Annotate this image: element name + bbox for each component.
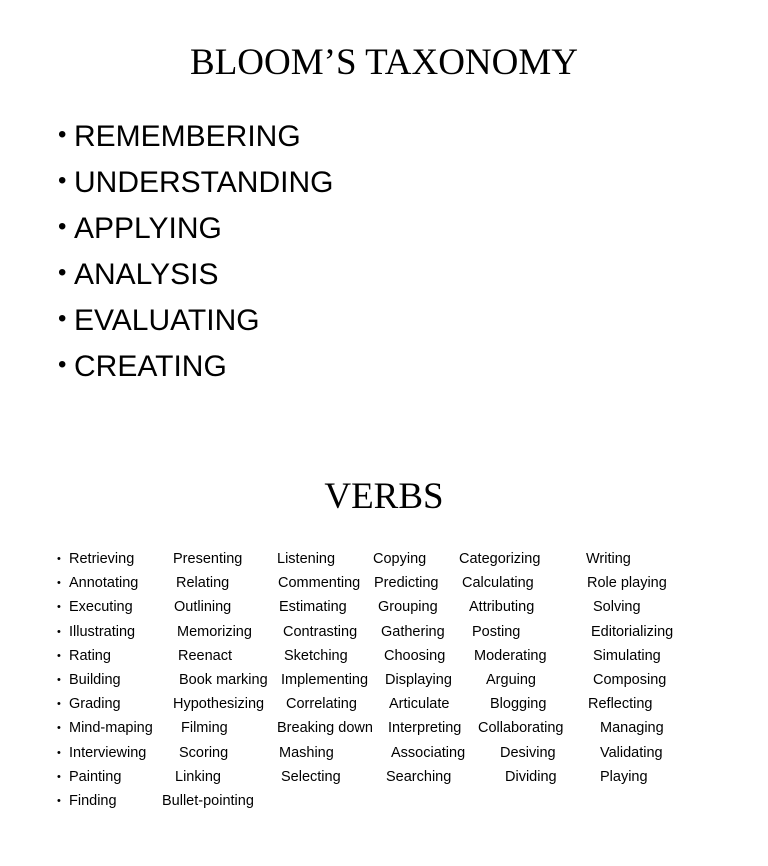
verb-row bbox=[0, 596, 768, 620]
bullet-icon: • bbox=[57, 746, 61, 759]
verb-cell: Collaborating bbox=[478, 720, 564, 737]
verb-cell: Scoring bbox=[179, 744, 229, 761]
bullet-icon: • bbox=[57, 673, 61, 686]
verb-cell: Dividing bbox=[505, 768, 557, 785]
verb-cell: Presenting bbox=[173, 551, 243, 567]
bullet-icon: • bbox=[58, 167, 67, 194]
verb-cell: Illustrating bbox=[69, 623, 136, 640]
verb-cell: Associating bbox=[391, 744, 466, 761]
verb-cell: Annotating bbox=[69, 575, 139, 592]
verb-cell: Selecting bbox=[281, 768, 341, 785]
verb-cell: Copying bbox=[373, 551, 427, 567]
verb-cell: Mind-maping bbox=[69, 720, 153, 737]
verb-cell: Outlining bbox=[174, 599, 232, 616]
verb-cell: Validating bbox=[600, 744, 663, 761]
verb-cell: Predicting bbox=[374, 575, 439, 592]
verb-cell: Grouping bbox=[378, 599, 438, 616]
bullet-icon: • bbox=[58, 121, 67, 148]
verb-cell: Attributing bbox=[469, 599, 535, 616]
taxonomy-item-label: REMEMBERING bbox=[74, 120, 301, 153]
bullet-icon: • bbox=[57, 553, 61, 565]
verb-row bbox=[0, 621, 768, 645]
verb-cell: Composing bbox=[593, 671, 667, 688]
verb-cell: Bullet-pointing bbox=[162, 792, 254, 809]
taxonomy-item-label: APPLYING bbox=[74, 212, 222, 245]
verb-cell: Correlating bbox=[286, 696, 357, 713]
verb-cell: Simulating bbox=[593, 647, 661, 664]
verb-cell: Linking bbox=[175, 768, 221, 785]
verb-cell: Interpreting bbox=[388, 720, 462, 737]
verb-cell: Blogging bbox=[490, 696, 547, 713]
bullet-icon: • bbox=[57, 794, 61, 807]
verb-cell: Listening bbox=[277, 551, 336, 567]
taxonomy-item-label: CREATING bbox=[74, 350, 227, 383]
verb-cell: Editorializing bbox=[591, 623, 674, 640]
verb-cell: Hypothesizing bbox=[173, 696, 265, 713]
verbs-table bbox=[0, 548, 768, 814]
verb-cell: Reflecting bbox=[588, 696, 653, 713]
verb-cell: Memorizing bbox=[177, 623, 252, 640]
verb-row bbox=[0, 645, 768, 669]
verb-row bbox=[0, 790, 768, 814]
verb-cell: Book marking bbox=[179, 671, 268, 688]
verb-cell: Managing bbox=[600, 720, 664, 737]
bullet-icon: • bbox=[57, 577, 61, 590]
verb-cell: Executing bbox=[69, 599, 133, 616]
verb-cell: Calculating bbox=[462, 575, 534, 592]
taxonomy-item bbox=[58, 254, 333, 300]
verb-cell: Estimating bbox=[279, 599, 347, 616]
taxonomy-item-label: UNDERSTANDING bbox=[74, 166, 334, 199]
bullet-icon: • bbox=[57, 770, 61, 783]
verb-row bbox=[0, 717, 768, 741]
verb-cell: Relating bbox=[176, 575, 230, 592]
verb-cell: Rating bbox=[69, 647, 111, 664]
verb-cell: Writing bbox=[586, 551, 631, 567]
verb-cell: Gathering bbox=[381, 623, 445, 640]
page-title: BLOOM’S TAXONOMY bbox=[190, 42, 578, 83]
verb-cell: Breaking down bbox=[277, 720, 373, 737]
verb-cell: Arguing bbox=[486, 671, 536, 688]
taxonomy-list bbox=[58, 116, 333, 392]
verb-cell: Implementing bbox=[281, 671, 369, 688]
bullet-icon: • bbox=[58, 351, 67, 378]
verb-cell: Categorizing bbox=[459, 551, 541, 567]
verb-row bbox=[0, 693, 768, 717]
taxonomy-item bbox=[58, 116, 333, 162]
taxonomy-item bbox=[58, 162, 333, 208]
bullet-icon: • bbox=[57, 625, 61, 638]
verb-row bbox=[0, 548, 768, 572]
verb-cell: Playing bbox=[600, 768, 648, 785]
bullet-icon: • bbox=[58, 305, 67, 332]
verb-cell: Filming bbox=[181, 720, 228, 737]
verb-cell: Interviewing bbox=[69, 744, 147, 761]
bullet-icon: • bbox=[57, 601, 61, 614]
taxonomy-item bbox=[58, 208, 333, 254]
verb-cell: Grading bbox=[69, 696, 121, 713]
verb-row bbox=[0, 766, 768, 790]
verb-cell: Displaying bbox=[385, 671, 452, 688]
verb-cell: Painting bbox=[69, 768, 122, 785]
taxonomy-item bbox=[58, 300, 333, 346]
verb-cell: Reenact bbox=[178, 647, 233, 664]
verb-cell: Commenting bbox=[278, 575, 361, 592]
verb-cell: Solving bbox=[593, 599, 641, 616]
verb-cell: Contrasting bbox=[283, 623, 358, 640]
verb-cell: Moderating bbox=[474, 647, 547, 664]
verb-cell: Mashing bbox=[279, 744, 334, 761]
verb-cell: Desiving bbox=[500, 744, 556, 761]
verb-cell: Retrieving bbox=[69, 551, 135, 567]
bullet-icon: • bbox=[57, 698, 61, 711]
verb-cell: Choosing bbox=[384, 647, 446, 664]
verb-cell: Role playing bbox=[587, 575, 667, 592]
bullet-icon: • bbox=[57, 722, 61, 735]
verb-row bbox=[0, 669, 768, 693]
verb-cell: Posting bbox=[472, 623, 521, 640]
taxonomy-item-label: EVALUATING bbox=[74, 304, 260, 337]
taxonomy-item-label: ANALYSIS bbox=[74, 258, 219, 291]
bullet-icon: • bbox=[57, 649, 61, 662]
verb-row bbox=[0, 572, 768, 596]
bullet-icon: • bbox=[58, 259, 67, 286]
verbs-heading: VERBS bbox=[324, 476, 444, 517]
verb-cell: Building bbox=[69, 671, 121, 688]
verb-cell: Sketching bbox=[284, 647, 348, 664]
verb-cell: Articulate bbox=[389, 696, 450, 713]
verb-row bbox=[0, 742, 768, 766]
verb-cell: Finding bbox=[69, 792, 117, 809]
bullet-icon: • bbox=[58, 213, 67, 240]
verb-cell: Searching bbox=[386, 768, 452, 785]
taxonomy-item bbox=[58, 346, 333, 392]
